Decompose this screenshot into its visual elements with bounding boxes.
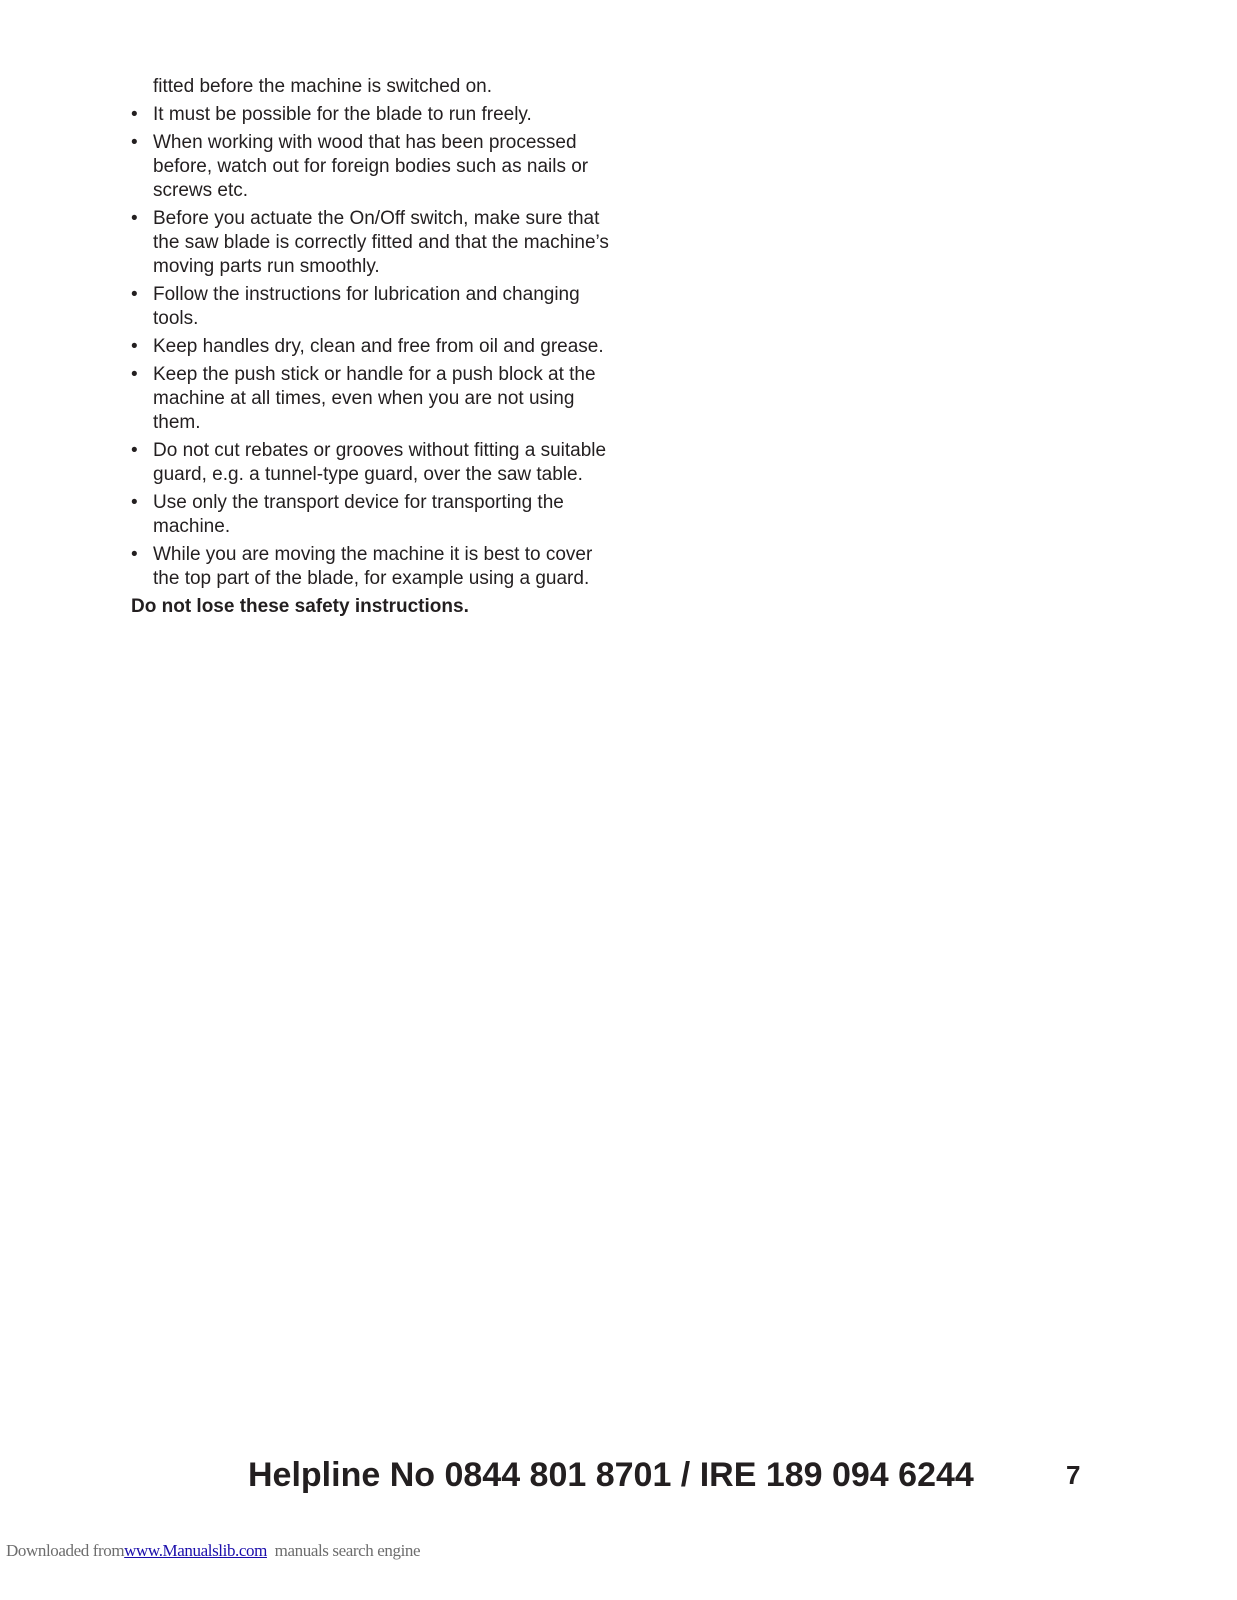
list-item	[131, 283, 611, 331]
bullet-icon: •	[131, 284, 138, 305]
download-suffix: manuals search engine	[274, 1541, 421, 1560]
list-item	[131, 207, 611, 279]
list-item	[131, 491, 611, 539]
page-number: 7	[1066, 1460, 1081, 1490]
list-item	[131, 335, 611, 359]
bullet-icon: •	[131, 492, 138, 513]
list-item-text: Use only the transport device for transporting the machine.	[153, 492, 564, 537]
bullet-icon: •	[131, 336, 138, 357]
bullet-icon: •	[131, 544, 138, 565]
list-item-text: When working with wood that has been processed before, watch out for foreign bodies such as nails or screws etc.	[153, 132, 589, 201]
list-item	[131, 363, 611, 435]
bullet-icon: •	[131, 440, 138, 461]
download-source-bar	[6, 1541, 420, 1561]
list-item	[131, 131, 611, 203]
list-item	[131, 439, 611, 487]
safety-bullet-list	[131, 103, 611, 591]
list-item-text: Before you actuate the On/Off switch, make sure that the saw blade is correctly fitted and that the machine’s moving parts run smoothly.	[153, 208, 609, 277]
list-item-text: Keep handles dry, clean and free from oil and grease.	[153, 336, 604, 357]
bullet-icon: •	[131, 364, 138, 385]
bullet-icon: •	[131, 104, 138, 125]
download-prefix: Downloaded from	[6, 1541, 125, 1560]
list-item-text: While you are moving the machine it is best to cover the top part of the blade, for example using a guard.	[153, 544, 593, 589]
list-item-text: Follow the instructions for lubrication and changing tools.	[153, 284, 580, 329]
bullet-icon: •	[131, 132, 138, 153]
bullet-icon: •	[131, 208, 138, 229]
continuation-text: fitted before the machine is switched on.	[153, 76, 493, 97]
list-item	[131, 103, 611, 127]
list-item-text: It must be possible for the blade to run freely.	[153, 104, 532, 125]
manualslib-link[interactable]: www.Manualslib.com	[124, 1541, 267, 1560]
list-item-text: Do not cut rebates or grooves without fitting a suitable guard, e.g. a tunnel-type guard, over the saw table.	[153, 440, 607, 485]
list-item-text: Keep the push stick or handle for a push block at the machine at all times, even when you are not using them.	[153, 364, 596, 433]
helpline-footer: Helpline No 0844 801 8701 / IRE 189 094 6244	[248, 1456, 974, 1494]
list-item	[131, 543, 611, 591]
safety-instructions-column	[131, 75, 611, 619]
closing-statement: Do not lose these safety instructions.	[131, 596, 469, 617]
